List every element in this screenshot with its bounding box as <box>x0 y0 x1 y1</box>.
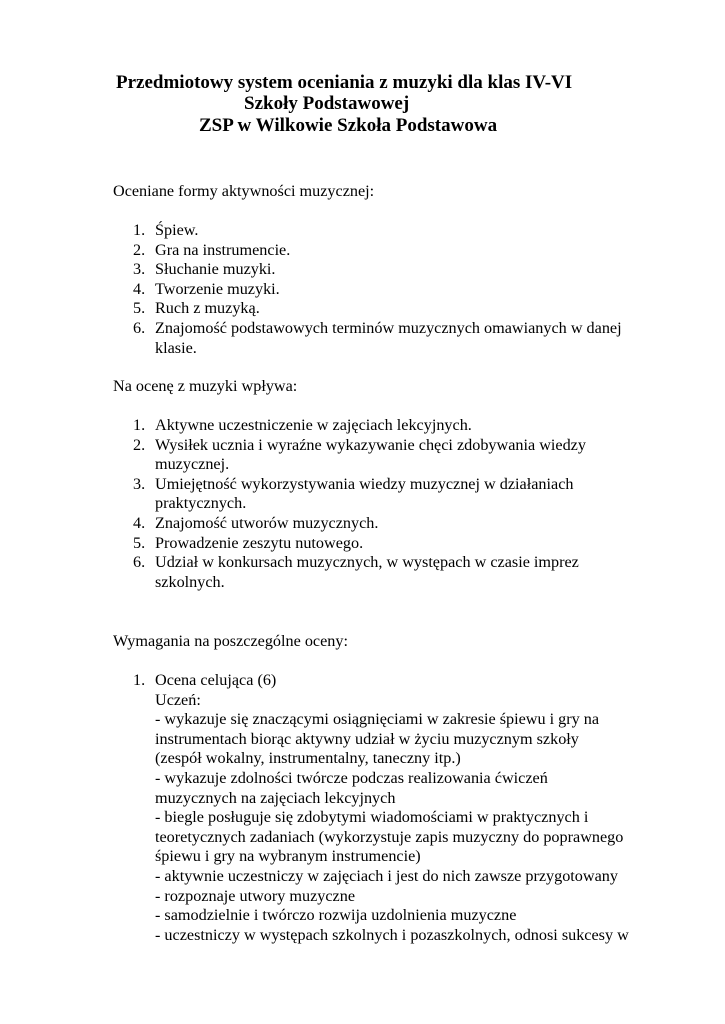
list-item-text-line: (zespół wokalny, instrumentalny, taneczny itp.) <box>155 749 461 768</box>
list-item <box>133 221 685 241</box>
section-heading-activity-forms: Oceniane formy aktywności muzycznej: <box>113 182 375 200</box>
list-item-number: 1. <box>133 416 146 434</box>
list-item-text-line: Uczeń: <box>155 690 201 709</box>
list-item-text-line: śpiewu i gry na wybranym instrumencie) <box>155 847 421 866</box>
list-item-number: 4. <box>133 279 146 298</box>
grade-requirements-list <box>113 671 685 945</box>
list-item <box>133 318 685 358</box>
list-item-text-line: praktycznych. <box>155 494 247 513</box>
list-item-text-line: Gra na instrumencie. <box>155 240 291 259</box>
activity-forms-list <box>113 221 685 358</box>
list-item <box>133 416 685 436</box>
list-item <box>133 671 685 945</box>
grade-factors-list <box>113 416 685 592</box>
list-item-text-line: - aktywnie uczestniczy w zajęciach i jest do nich zawsze przygotowany <box>155 866 618 885</box>
list-item-text-line: Prowadzenie zeszytu nutowego. <box>155 533 364 552</box>
list-item-number: 1. <box>133 221 146 239</box>
list-item <box>133 299 685 319</box>
list-item-number: 3. <box>133 260 146 279</box>
list-item <box>133 474 685 514</box>
list-item-text-line: - rozpoznaje utwory muzyczne <box>155 886 356 905</box>
list-item-number: 6. <box>133 553 146 572</box>
document-title-line-1: Przedmiotowy system oceniania z muzyki dla klas IV-VI <box>116 72 573 93</box>
list-item <box>133 435 685 475</box>
list-item-text-line: Udział w konkursach muzycznych, w występach w czasie imprez <box>155 553 579 572</box>
list-item-text-line: Aktywne uczestniczenie w zajęciach lekcyjnych. <box>155 416 472 434</box>
section-heading-grade-factors: Na ocenę z muzyki wpływa: <box>113 377 298 395</box>
list-item-text-line: Umiejętność wykorzystywania wiedzy muzycznej w działaniach <box>155 474 574 493</box>
document-title-line-3: ZSP w Wilkowie Szkoła Podstawowa <box>199 115 498 136</box>
list-item-text-line: - wykazuje się znaczącymi osiągnięciami w zakresie śpiewu i gry na <box>155 710 600 729</box>
list-item-number: 3. <box>133 474 146 493</box>
list-item-text-line: Ruch z muzyką. <box>155 299 260 318</box>
list-item-number: 2. <box>133 435 146 454</box>
list-item-number: 1. <box>133 671 146 689</box>
list-item-text-line: teoretycznych zadaniach (wykorzystuje zapis muzyczny do poprawnego <box>155 827 624 846</box>
list-item-text-line: klasie. <box>155 338 197 357</box>
list-item-text-line: Tworzenie muzyki. <box>155 279 280 298</box>
list-item-text-line: - samodzielnie i twórczo rozwija uzdolnienia muzyczne <box>155 906 517 925</box>
list-item-number: 5. <box>133 533 146 552</box>
list-item <box>133 533 685 554</box>
list-item <box>133 240 685 261</box>
section-heading-grade-requirements: Wymagania na poszczególne oceny: <box>113 632 348 650</box>
list-item-text-line: Wysiłek ucznia i wyraźne wykazywanie chęci zdobywania wiedzy <box>155 435 586 454</box>
list-item-text-line: Śpiew. <box>155 221 199 239</box>
document-title-line-2: Szkoły Podstawowej <box>244 93 410 114</box>
list-item-number: 2. <box>133 240 146 259</box>
list-item-text-line: Znajomość podstawowych terminów muzycznych omawianych w danej <box>155 318 622 337</box>
list-item-text-line: Ocena celująca (6) <box>155 671 277 689</box>
list-item <box>133 279 685 300</box>
list-item-text-line: - wykazuje zdolności twórcze podczas realizowania ćwiczeń <box>155 768 548 787</box>
list-item-number: 4. <box>133 513 146 532</box>
list-item-text-line: - biegle posługuje się zdobytymi wiadomościami w praktycznych i <box>155 808 589 827</box>
list-item <box>133 553 685 592</box>
list-item-text-line: - uczestniczy w występach szkolnych i pozaszkolnych, odnosi sukcesy w <box>155 925 629 944</box>
list-item-text-line: instrumentach biorąc aktywny udział w życiu muzycznym szkoły <box>155 729 579 748</box>
list-item-text-line: szkolnych. <box>155 572 225 591</box>
list-item <box>133 260 685 280</box>
list-item <box>133 513 685 534</box>
list-item-text-line: Słuchanie muzyki. <box>155 260 276 279</box>
list-item-number: 5. <box>133 299 146 318</box>
list-item-text-line: Znajomość utworów muzycznych. <box>155 513 379 532</box>
list-item-number: 6. <box>133 318 146 337</box>
list-item-text-line: muzycznej. <box>155 455 230 474</box>
list-item-text-line: muzycznych na zajęciach lekcyjnych <box>155 788 396 807</box>
